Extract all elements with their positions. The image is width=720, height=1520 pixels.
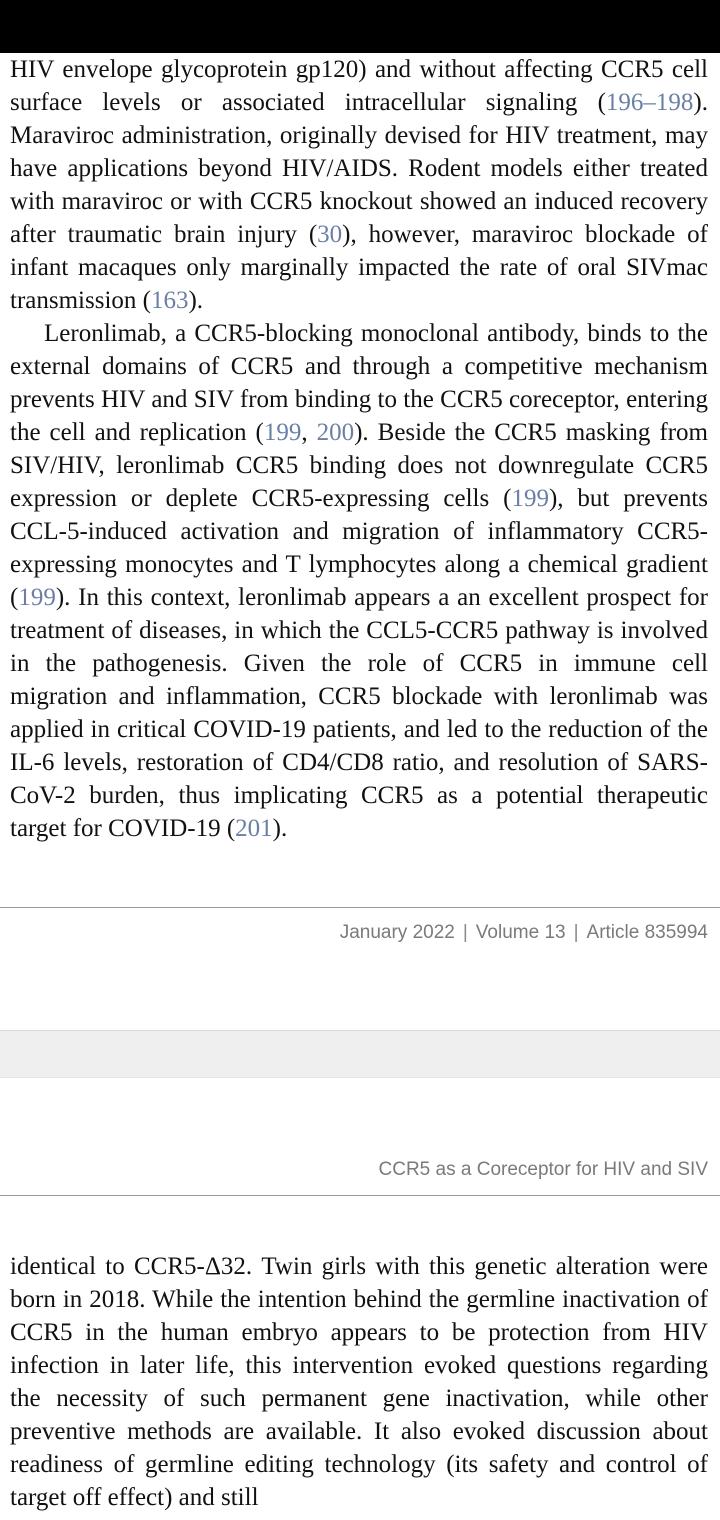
page-body-top	[0, 53, 720, 845]
paragraph-maraviroc: HIV envelope glycoprotein gp120) and without affecting CCR5 cell surface levels or associated intracellular signaling (196–198). Maraviroc administration, originally devised for HIV treatment, may have applications beyond HIV/AIDS. Rodent models either treated with maraviroc or with CCR5 knockout showed an induced recovery after traumatic brain injury (30), however, maraviroc blockade of infant macaques only marginally impacted the rate of oral SIVmac transmission (163).	[10, 56, 708, 314]
citation-link[interactable]: 199	[263, 419, 302, 446]
citation-link[interactable]: 196–198	[605, 89, 694, 116]
running-head: CCR5 as a Coreceptor for HIV and SIV	[378, 1159, 708, 1180]
header-divider	[0, 1195, 720, 1196]
paragraph-leronlimab: Leronlimab, a CCR5-blocking monoclonal antibody, binds to the external domains of CCR5 and through a competitive mechanism prevents HIV and SIV from binding to the CCR5 coreceptor, entering the cell and replication (199, 200). Beside the CCR5 masking from SIV/HIV, leronlimab CCR5 binding does not downregulate CCR5 expression or deplete CCR5-expressing cells (199), but prevents CCL-5-induced activation and migration of inflammatory CCR5-expressing monocytes and T lymphocytes along a chemical gradient (199). In this context, leronlimab appears a an excellent prospect for treatment of diseases, in which the CCL5-CCR5 pathway is involved in the pathogenesis. Given the role of CCR5 in immune cell migration and inflammation, CCR5 blockade with leronlimab was applied in critical COVID-19 patients, and led to the reduction of the IL-6 levels, restoration of CD4/CD8 ratio, and resolution of SARS-CoV-2 burden, thus implicating CCR5 as a potential therapeutic target for COVID-19 (201).	[10, 320, 709, 842]
page-footer	[340, 922, 708, 944]
footer-divider	[0, 907, 720, 908]
status-bar	[0, 0, 720, 53]
footer-separator: |	[462, 922, 468, 943]
citation-link[interactable]: 199	[511, 485, 549, 512]
volume-label: Volume 13	[475, 922, 566, 943]
page-break	[0, 1030, 720, 1078]
paragraph-germline-editing: identical to CCR5-Δ32. Twin girls with this genetic alteration were born in 2018. While the intention behind the germline inactivation of CCR5 in the human embryo appears to be protection from HIV infection in later life, this intervention evoked questions regarding the necessity of such permanent gene inactivation, while other preventive methods are available. It also evoked discussion about readiness of germline editing technology (its safety and control of target off effect) and still	[10, 1253, 708, 1511]
citation-link[interactable]: 199	[18, 584, 56, 611]
citation-link[interactable]: 201	[235, 815, 273, 842]
article-number: Article 835994	[586, 922, 708, 943]
citation-link[interactable]: 200	[316, 419, 355, 446]
footer-separator: |	[573, 922, 579, 943]
citation-link[interactable]: 30	[317, 221, 343, 248]
issue-date: January 2022	[339, 922, 455, 943]
citation-link[interactable]: 163	[150, 287, 189, 314]
page-body-bottom	[0, 1250, 720, 1514]
